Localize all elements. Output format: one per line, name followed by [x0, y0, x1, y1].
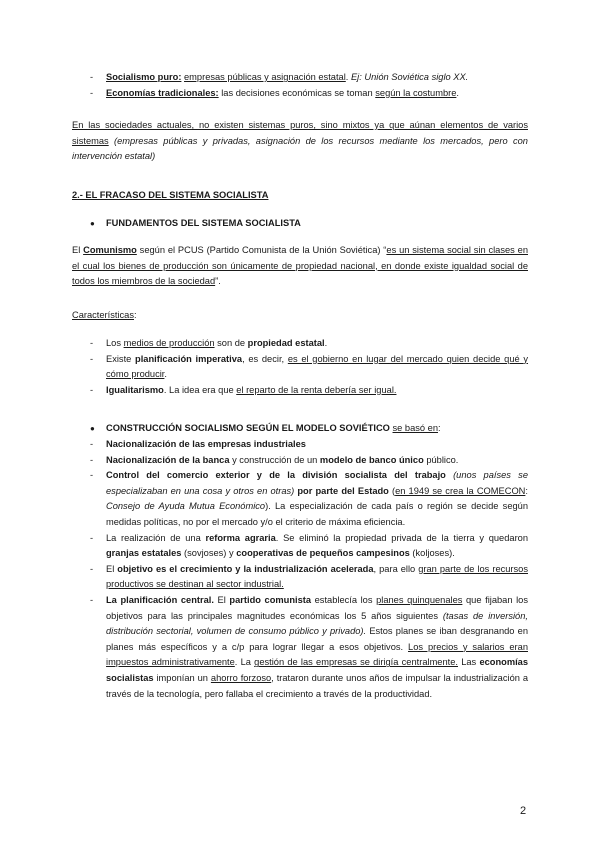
list-item: - Nacionalización de la banca y construcción de un modelo de banco único público.: [72, 453, 528, 469]
list-item: - La realización de una reforma agraria. Se eliminó la propiedad privada de la tierra y quedaron granjas estatales (sovjoses) y cooperativas de pequeños campesinos (koljoses).: [72, 531, 528, 562]
mixed-systems-paragraph: En las sociedades actuales, no existen sistemas puros, sino mixtos ya que aúnan elementos de varios sistemas (empresas públicas y privadas, asignación de los recursos mediante los mercados, pero con intervención estatal): [72, 120, 528, 162]
construccion-heading: ● CONSTRUCCIÓN SOCIALISMO SEGÚN EL MODELO SOVIÉTICO se basó en:: [72, 421, 528, 437]
dash-marker: -: [90, 594, 94, 605]
list-item: - Economías tradicionales: las decisiones económicas se toman según la costumbre.: [72, 86, 528, 102]
page-number: 2: [520, 805, 527, 817]
bullet-icon: ●: [90, 424, 95, 433]
list-item: - Igualitarismo. La idea era que el reparto de la renta debería ser igual.: [72, 383, 528, 399]
list-item: - El objetivo es el crecimiento y la industrialización acelerada, para ello gran parte de los recursos productivos se destinan al sector industrial.: [72, 562, 528, 593]
dash-marker: -: [90, 532, 94, 543]
list-item: - Socialismo puro: empresas públicas y asignación estatal. Ej: Unión Soviética siglo XX.: [72, 70, 528, 86]
list-item: - Control del comercio exterior y de la división socialista del trabajo (unos países se especializaban en una cosa y otros en otras) por parte del Estado (en 1949 se crea la COMECON: Consejo de Ayuda Mutua Económico). La especialización de cada país o región se decide según medidas políticas, no por el mercado y/o el criterio de máxima eficiencia.: [72, 468, 528, 530]
dash-marker: -: [90, 338, 94, 348]
list-item: - Existe planificación imperativa, es decir, es el gobierno en lugar del mercado quien decide qué y cómo producir.: [72, 352, 528, 383]
dash-marker: -: [90, 384, 94, 395]
dash-marker: -: [90, 454, 94, 465]
soviet-model-list: [72, 437, 528, 702]
section-title: 2.- EL FRACASO DEL SISTEMA SOCIALISTA: [72, 190, 269, 200]
list-label: Economías tradicionales:: [106, 87, 219, 98]
dash-marker: -: [90, 470, 94, 481]
caracteristicas-label: Características:: [72, 310, 137, 320]
comunismo-definition: El Comunismo según el PCUS (Partido Comunista de la Unión Soviética) “es un sistema social sin clases en el cual los bienes de producción son únicamente de propiedad nacional, en donde existe igualdad social de todos los miembros de la sociedad”.: [72, 245, 528, 287]
caracteristicas-list: [72, 336, 528, 398]
list-item: - Los medios de producción son de propiedad estatal.: [72, 336, 528, 352]
fundamentos-heading: ● FUNDAMENTOS DEL SISTEMA SOCIALISTA: [72, 216, 528, 232]
dash-marker: -: [90, 439, 94, 449]
systems-list: [72, 70, 528, 101]
dash-marker: -: [90, 87, 94, 98]
list-label: Socialismo puro:: [106, 72, 182, 82]
dash-marker: -: [90, 72, 94, 82]
list-item: - La planificación central. El partido comunista establecía los planes quinquenales que fijaban los objetivos para las principales magnitudes económicas los 5 años siguientes (tasas de inversión, distribución sectorial, volumen de consumo público y privado). Estos planes se iban desgranando en planes más específicos y a c/p para lograr llegar a esos objetivos. Los precios y salarios eran impuestos administrativamente. La gestión de las empresas se dirigía centralmente. Las economías socialistas imponían un ahorro forzoso, trataron durante unos años de impulsar la industrialización a través de la tecnología, pero fallaba el crecimiento a través de la productividad.: [72, 593, 528, 702]
list-item: - Nacionalización de las empresas industriales: [72, 437, 528, 453]
dash-marker: -: [90, 563, 94, 574]
bullet-icon: ●: [90, 219, 95, 228]
dash-marker: -: [90, 353, 94, 364]
